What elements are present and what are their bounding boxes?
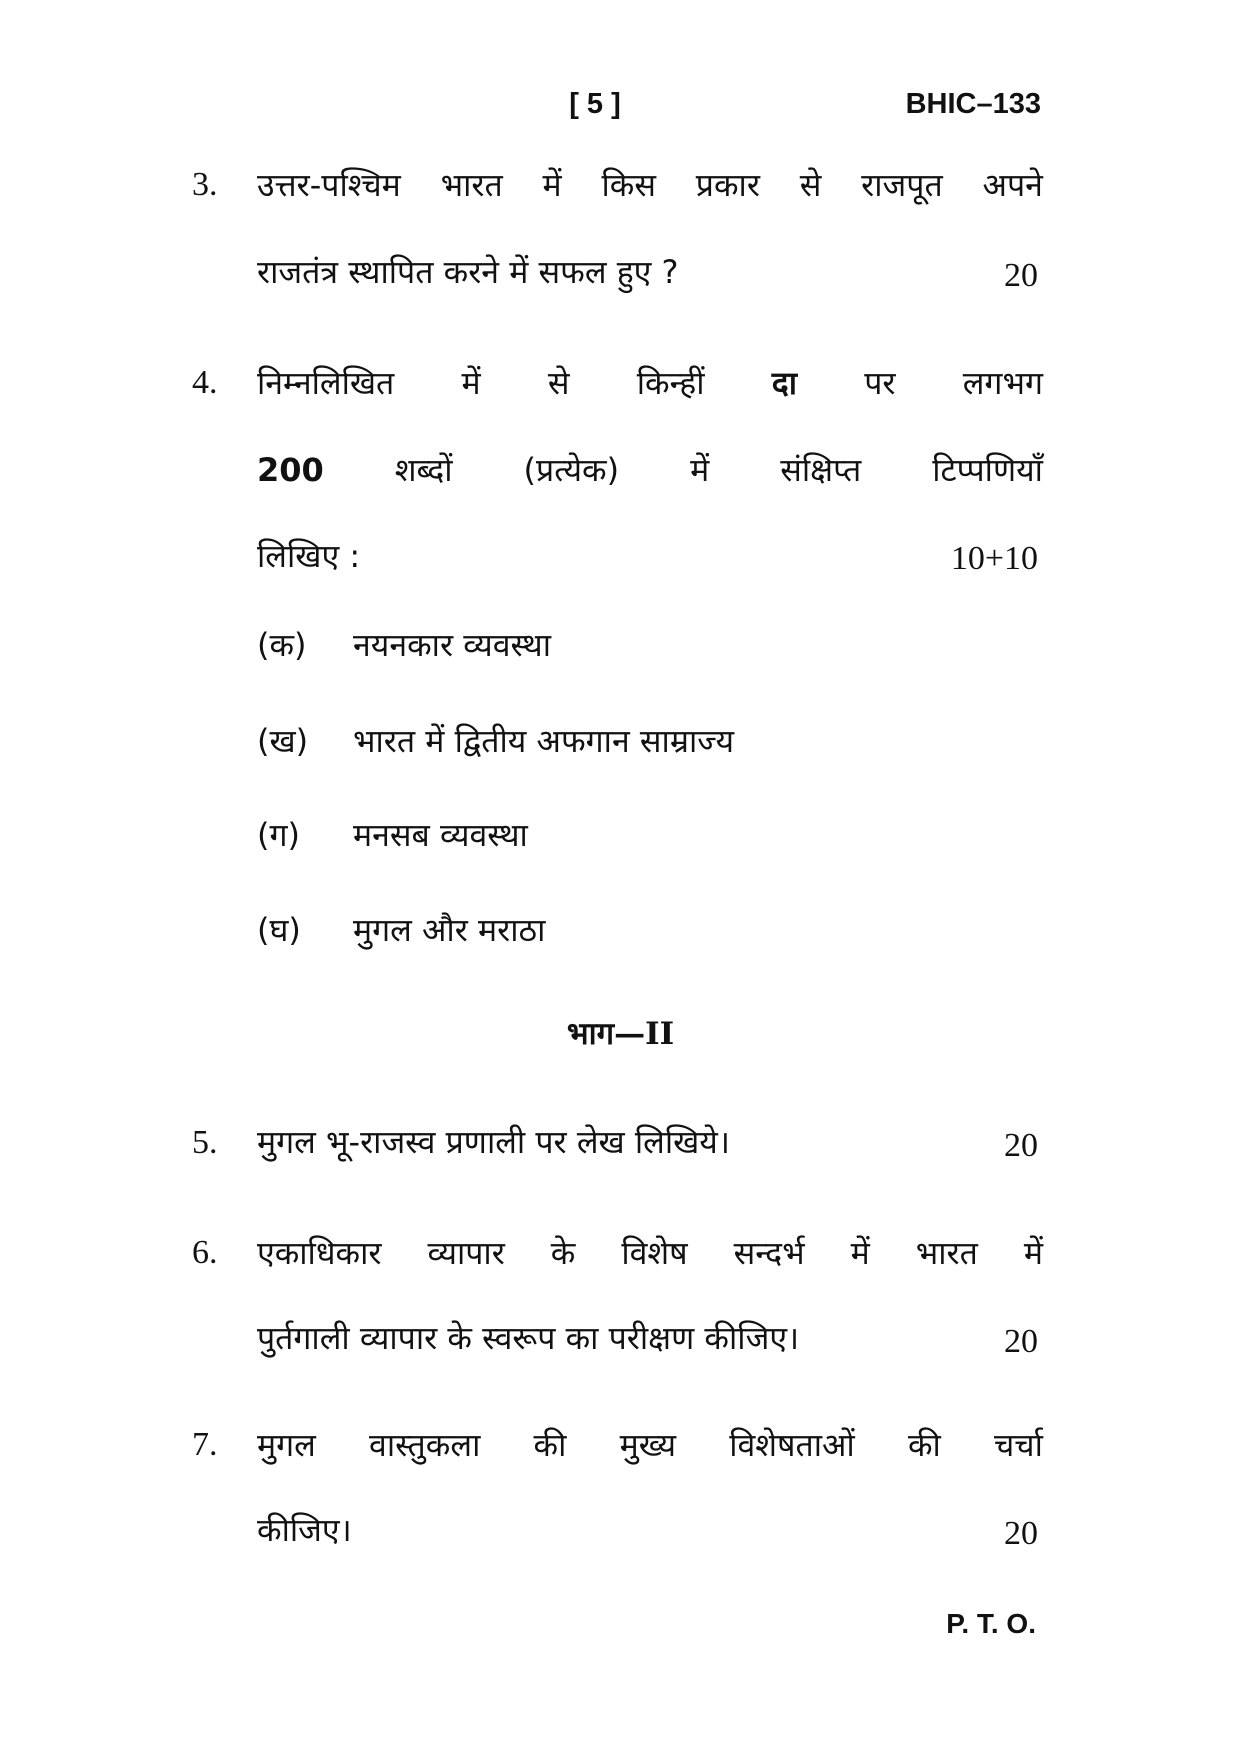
question-number: 3. (192, 166, 218, 203)
question-number: 7. (192, 1426, 218, 1463)
question-3-marks: 20 (1004, 257, 1038, 294)
word: राजपूत (861, 166, 943, 204)
word: 200 (257, 451, 324, 489)
word: मुख्य (619, 1426, 677, 1464)
question-5-marks: 20 (1004, 1127, 1038, 1164)
word: प्रकार (695, 166, 760, 204)
option-ka (257, 625, 551, 665)
word: में (690, 451, 710, 489)
word: में (542, 166, 562, 204)
question-7-line-1 (257, 1425, 1043, 1465)
question-6-line-1 (257, 1233, 1043, 1273)
word: के (550, 1234, 576, 1272)
word: भारत (440, 166, 503, 204)
option-text: भारत में द्वितीय अफगान साम्राज्य (353, 722, 735, 760)
question-6-text: पुर्तगाली व्यापार के स्वरूप का परीक्षण कीजिए। (257, 1319, 800, 1357)
word: किस (601, 166, 656, 204)
word: भारत (915, 1234, 978, 1272)
option-label: (क) (257, 626, 307, 664)
word: संक्षिप्त (780, 451, 862, 489)
option-kha (257, 721, 734, 761)
word: निम्नलिखित (257, 364, 395, 402)
option-label: (ग) (257, 816, 300, 854)
question-5-text: मुगल भू-राजस्व प्रणाली पर लेख लिखिये। (257, 1123, 730, 1161)
pto-label: P. T. O. (946, 1608, 1036, 1639)
option-text: मनसब व्यवस्था (353, 816, 528, 854)
question-3-line-2 (257, 252, 1043, 292)
word: अपने (982, 166, 1043, 204)
question-5-line-1 (257, 1122, 1043, 1162)
option-label: (घ) (257, 911, 301, 949)
question-3-text: राजतंत्र स्थापित करने में सफल हुए ? (257, 253, 679, 291)
word: मुगल (257, 1426, 316, 1464)
word: की (907, 1426, 941, 1464)
course-code: BHIC–133 (905, 88, 1041, 120)
word: किन्हीं (636, 364, 705, 402)
question-3-line-1 (257, 165, 1043, 205)
option-label: (ख) (257, 722, 309, 760)
option-text: मुगल और मराठा (353, 911, 546, 949)
word: विशेषताओं (729, 1426, 855, 1464)
question-7-line-2 (257, 1510, 1043, 1550)
question-6-line-2 (257, 1318, 1043, 1358)
question-4-marks: 10+10 (950, 540, 1038, 577)
question-4-instruction: लिखिए : (257, 537, 361, 575)
word: वास्तुकला (369, 1426, 481, 1464)
word: चर्चा (993, 1426, 1043, 1464)
word: में (461, 364, 481, 402)
question-7-text: कीजिए। (257, 1511, 352, 1549)
word: से (547, 364, 570, 402)
word: पर (864, 364, 896, 402)
word: सन्दर्भ (733, 1234, 805, 1272)
question-4-line-2 (257, 450, 1043, 490)
option-text: नयनकार व्यवस्था (353, 626, 552, 664)
question-6-marks: 20 (1004, 1323, 1038, 1360)
word: उत्तर-पश्चिम (257, 166, 401, 204)
word: शब्दों (394, 451, 453, 489)
word: से (799, 166, 822, 204)
section-heading: भाग—II (566, 1016, 675, 1052)
question-7-marks: 20 (1004, 1515, 1038, 1552)
option-ga (257, 815, 528, 855)
word: दा (771, 364, 797, 402)
word: व्यापार (427, 1234, 505, 1272)
word: टिप्पणियाँ (932, 451, 1043, 489)
page-number: [ 5 ] (569, 88, 621, 120)
word: में (850, 1234, 870, 1272)
word: की (533, 1426, 567, 1464)
word: में (1023, 1234, 1043, 1272)
option-gha (257, 910, 545, 950)
question-4-line-3 (257, 536, 1043, 576)
question-number: 4. (192, 364, 218, 401)
word: लगभग (962, 364, 1043, 402)
question-4-line-1 (257, 363, 1043, 403)
word: विशेष (621, 1234, 688, 1272)
word: एकाधिकार (257, 1234, 382, 1272)
question-number: 6. (192, 1234, 218, 1271)
word: (प्रत्येक) (523, 451, 620, 489)
question-number: 5. (192, 1124, 218, 1161)
